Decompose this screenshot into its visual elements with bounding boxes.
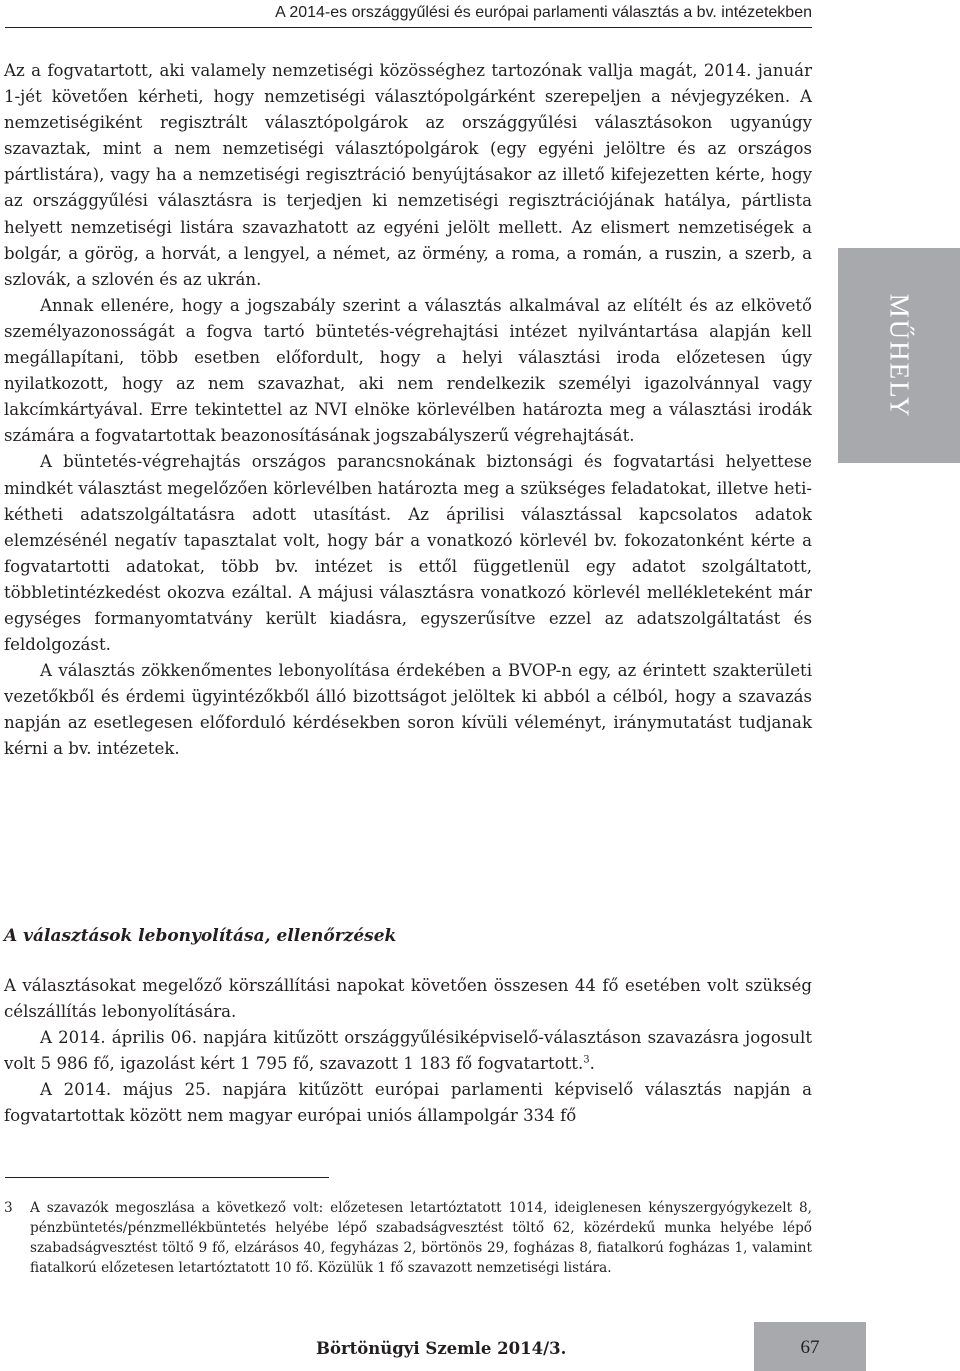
page-footer: [0, 1322, 960, 1371]
section-paragraph-1: A választásokat megelőző körszállítási napokat követően összesen 44 fő esetében volt szükség célszállítás lebonyolítására.: [4, 976, 812, 1022]
footnote-number: 3: [4, 1200, 13, 1216]
footnote-reference[interactable]: 3: [583, 1054, 590, 1066]
footnote: [4, 1198, 812, 1278]
section-paragraph-2: [4, 1025, 812, 1077]
footnote-rule: [5, 1177, 329, 1178]
journal-title: Börtönügyi Szemle 2014/3.: [316, 1339, 567, 1358]
body-text: [4, 58, 812, 763]
section-paragraph-2-end: .: [589, 1054, 595, 1074]
body-paragraph-3: A büntetés-végrehajtás országos parancsnokának biztonsági és fogvatartási helyettese mindkét választást megelőzően körlevélben határozta meg a szükséges feladatokat, illetve heti-kétheti adatszolgáltatásra adott utasítást. Az áprilisi választással kapcsolatos adatok elemzésénél negatív tapasztalat volt, hogy bár a vonatkozó körlevél bv. fokozatonként kérte a fogvatartotti adatokat, több bv. intézet is ettől függetlenül egy adatot szolgáltatott, többletintézkedést okozva ezáltal. A májusi választásra vonatkozó körlevél mellékleteként már egységes formanyomtatvány került kiadásra, egyszerűsítve ezzel az adatszolgáltatást és feldolgozást.: [4, 452, 812, 655]
section-side-tab: [838, 248, 960, 463]
page-number: 67: [800, 1337, 820, 1358]
section-paragraph-2-text: A 2014. április 06. napjára kitűzött országgyűlésiképviselő-választáson szavazásra jogosult volt 5 986 fő, igazolást kért 1 795 fő, szavazott 1 183 fő fogvatartott.: [4, 1028, 812, 1074]
running-head: A 2014-es országgyűlési és európai parlamenti választás a bv. intézetekben: [275, 4, 812, 21]
header-rule: [5, 27, 812, 28]
footnote-text: A szavazók megoszlása a következő volt: előzetesen letartóztatott 1014, ideiglenesen kényszergyógykezelt 8, pénzbüntetés/pénzmellékbüntetés helyébe lépő szabadságvesztést töltő 62, közérdekű munka helyébe lépő szabadságvesztést töltő 9 fő, elzárásos 40, fegyházas 2, börtönös 29, fogházas 8, fiatalkorú fogházas 1, valamint fiatalkorú előzetesen letartóztatott 10 fő. Közülük 1 fő szavazott nemzetiségi listára.: [30, 1200, 812, 1276]
body-paragraph-1: Az a fogvatartott, aki valamely nemzetiségi közösséghez tartozónak vallja magát, 2014. január 1-jét követően kérheti, hogy nemzetiségi választópolgárként szerepeljen a névjegyzéken. A nemzetiségiként regisztrált választópolgárok az országgyűlési választásokon ugyanúgy szavaztak, mint a nem nemzetiségi választópolgárok (egy egyéni jelöltre és az országos pártlistára), vagy ha a nemzetiségi regisztráció benyújtásakor az illető kifejezetten kérte, hogy az országgyűlési választásra is terjedjen ki nemzetiségi regisztrációjának hatálya, pártlista helyett nemzetiségi listára szavazhatott az egyéni jelölt mellett. Az elismert nemzetiségek a bolgár, a görög, a horvát, a lengyel, a német, az örmény, a roma, a román, a ruszin, a szerb, a szlovák, a szlovén és az ukrán.: [4, 61, 812, 289]
section-paragraph-3: A 2014. május 25. napjára kitűzött európai parlamenti képviselő választás napján a fogvatartottak között nem magyar európai uniós állampolgár 334 fő: [4, 1080, 812, 1126]
side-tab-label: MŰHELY: [884, 293, 915, 418]
page-number-box: [754, 1322, 866, 1371]
section-heading: A választások lebonyolítása, ellenőrzések: [4, 926, 397, 946]
body-paragraph-4: A választás zökkenőmentes lebonyolítása érdekében a BVOP-n egy, az érintett szakterületi vezetőkből és érdemi ügyintézőkből álló bizottságot jelöltek ki abból a célból, hogy a szavazás napján az esetlegesen előforduló kérdésekben soron kívüli véleményt, iránymutatást tudjanak kérni a bv. intézetek.: [4, 661, 812, 759]
section-text: [4, 973, 812, 1130]
body-paragraph-2: Annak ellenére, hogy a jogszabály szerint a választás alkalmával az elítélt és az elkövető személyazonosságát a fogva tartó büntetés-végrehajtási intézet nyilvántartása alapján kell megállapítani, több esetben előfordult, hogy a helyi választási iroda előzetesen úgy nyilatkozott, hogy az nem szavazhat, aki nem rendelkezik személyi igazolvánnyal vagy lakcímkártyával. Erre tekintettel az NVI elnöke körlevélben határozta meg a választási irodák számára a fogvatartottak beazonosításának jogszabályszerű végrehajtását.: [4, 295, 812, 446]
